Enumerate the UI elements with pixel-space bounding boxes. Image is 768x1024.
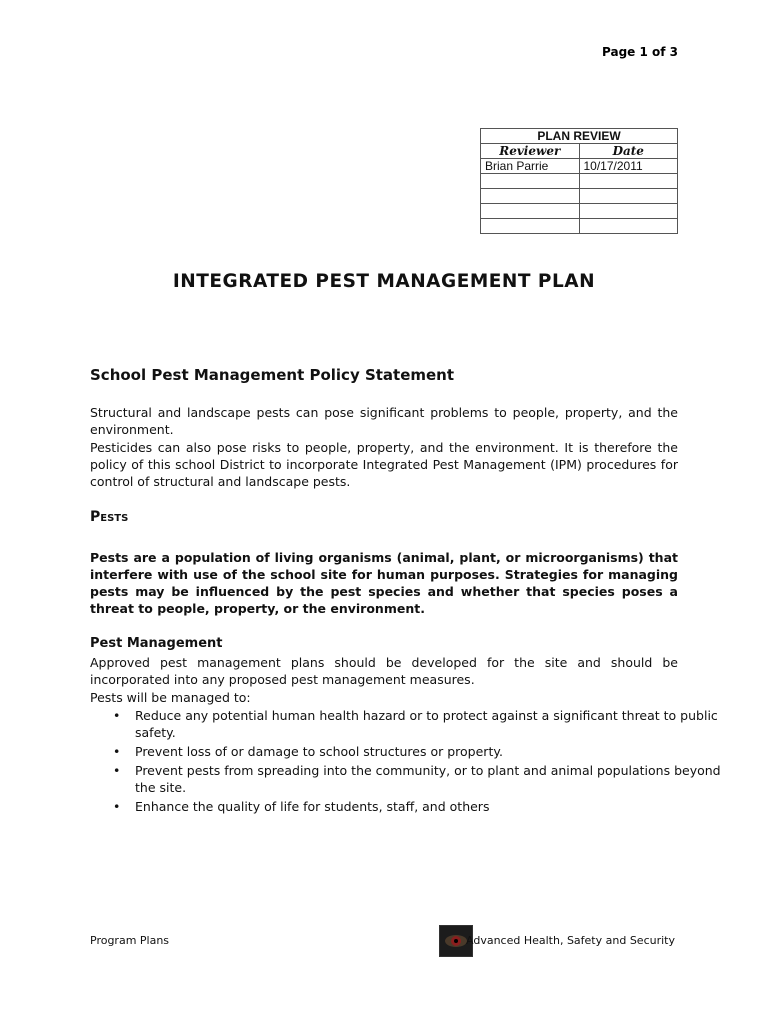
list-item-text: Prevent loss of or damage to school structures or property. <box>135 744 503 759</box>
reviewer-cell <box>481 219 580 234</box>
pests-definition: Pests are a population of living organisms (animal, plant, or microorganisms) that interfere with use of the school site for human purposes. Strategies for managing pests may be influenced by the pest species and whether that species poses a threat to people, property, or the environment. <box>90 550 678 616</box>
policy-paragraph-2: Pesticides can also pose risks to people, property, and the environment. It is therefore the policy of this school District to incorporate Integrated Pest Management (IPM) procedures for control of structural and landscape pests. <box>90 440 678 489</box>
document-title: INTEGRATED PEST MANAGEMENT PLAN <box>172 271 596 292</box>
bullet-icon: • <box>113 744 121 759</box>
reviewer-cell <box>481 189 580 204</box>
pest-management-heading: Pest Management <box>90 636 223 651</box>
list-item <box>113 798 723 815</box>
pests-heading: Pests <box>90 509 129 525</box>
bullet-icon: • <box>113 799 121 814</box>
date-cell: 10/17/2011 <box>579 159 678 174</box>
list-item <box>113 762 723 796</box>
bullet-icon: • <box>113 708 121 723</box>
footer-right-text: Advanced Health, Safety and Security <box>466 934 675 947</box>
plan-review-title: PLAN REVIEW <box>481 129 678 144</box>
table-row <box>481 219 678 234</box>
pest-management-paragraph-1: Approved pest management plans should be developed for the site and should be incorporated into any proposed pest management measures. <box>90 655 678 687</box>
date-cell <box>579 204 678 219</box>
footer-left-text: Program Plans <box>90 934 170 947</box>
list-item-text: Reduce any potential human health hazard or to protect against a significant threat to public safety. <box>135 708 718 740</box>
list-item-text: Enhance the quality of life for students, staff, and others <box>135 799 490 814</box>
reviewer-cell <box>481 174 580 189</box>
policy-paragraph-1: Structural and landscape pests can pose significant problems to people, property, and the environment. <box>90 405 678 437</box>
table-row <box>481 159 678 174</box>
reviewer-column-header: Reviewer <box>481 144 580 159</box>
date-cell <box>579 174 678 189</box>
page-number: Page 1 of 3 <box>602 45 678 59</box>
bullet-icon: • <box>113 763 121 778</box>
list-item <box>113 707 723 741</box>
table-row <box>481 174 678 189</box>
table-row <box>481 204 678 219</box>
date-cell <box>579 189 678 204</box>
policy-heading: School Pest Management Policy Statement <box>90 366 455 384</box>
date-cell <box>579 219 678 234</box>
reviewer-cell <box>481 204 580 219</box>
pest-management-goals-list <box>90 707 723 817</box>
pest-management-paragraph-2: Pests will be managed to: <box>90 690 251 705</box>
list-item-text: Prevent pests from spreading into the community, or to plant and animal populations beyond the site. <box>135 763 721 795</box>
table-row <box>481 189 678 204</box>
list-item <box>113 743 723 760</box>
reviewer-cell: Brian Parrie <box>481 159 580 174</box>
date-column-header: Date <box>579 144 678 159</box>
plan-review-table <box>480 128 678 234</box>
